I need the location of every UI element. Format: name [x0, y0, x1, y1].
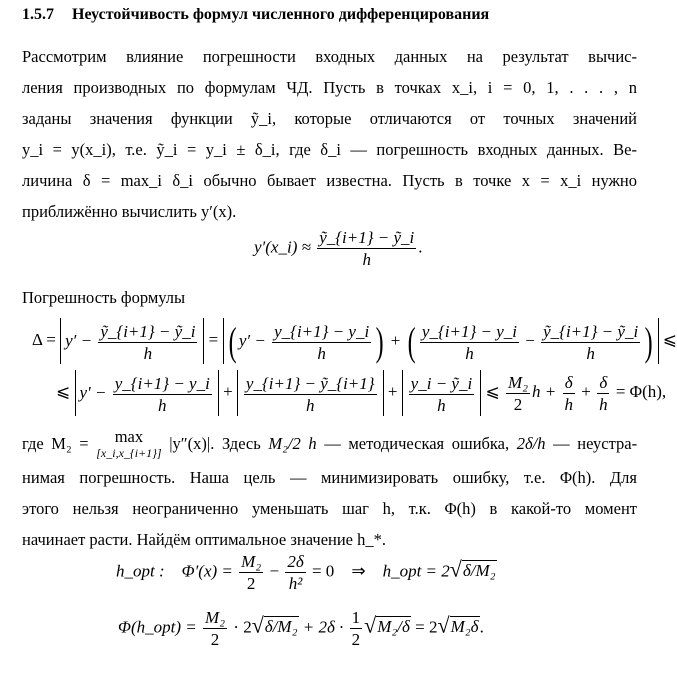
- eq3-term-1: y′ −: [79, 383, 107, 402]
- eq5-m2-num: M₂: [204, 608, 226, 627]
- eq1-lhs: y′(x_i) ≈: [254, 237, 311, 257]
- eq3-frac3-num: y_i − ỹ_i: [410, 373, 473, 393]
- eq2-delta: Δ =: [32, 329, 56, 349]
- eq1-fraction: [317, 228, 416, 269]
- eq5-root-2: M₂/δ: [377, 617, 410, 637]
- eq4-m2-num: M₂: [241, 552, 262, 571]
- eq3-frac3-den: h: [437, 395, 446, 415]
- eq3-result: = Φ(h),: [615, 381, 667, 401]
- after-max: max: [114, 427, 144, 446]
- after-where: где M₂ =: [22, 434, 89, 453]
- equation-error-line-2: [56, 370, 666, 416]
- eq5-plus: + 2δ ·: [302, 617, 344, 637]
- after-line-2: нимая погрешность. Наша цель — минимизировать ошибку, т.е. Φ(h). Для: [22, 468, 637, 487]
- eq4-m2-den: 2: [246, 574, 256, 593]
- eq3-abs-1: [75, 370, 219, 416]
- eq2-frac1-den: h: [143, 343, 153, 363]
- after-method-error: — методическая ошибка,: [324, 434, 510, 453]
- eq5-two-den: 2: [351, 630, 361, 649]
- eq4-lhs: Φ′(x) =: [181, 561, 233, 581]
- eq5-dot-2: · 2: [233, 617, 252, 637]
- eq5-root-3: M₂δ: [450, 617, 479, 637]
- eq1-numerator: ỹ_{i+1} − ỹ_i: [319, 228, 415, 247]
- equation-optimal-h: h_opt : Φ′(x) = $\frac{\text{M₂}}{2}$ − $\frac{2\delta}{\text{h²}}$ = 0 ⇒ h_opt = 2√δ/M₂: [116, 552, 496, 593]
- eq2-frac2-den: h: [317, 343, 326, 363]
- after-irreducible: — неустра-: [553, 434, 638, 453]
- eq3-plus-1: +: [223, 381, 233, 401]
- intro-line-4: y_i = y(x_i), т.е. ỹ_i = y_i ± δ_i, где δ_i — погрешность входных данных. Ве-: [22, 140, 637, 159]
- eq3-abs-3: [402, 370, 482, 416]
- eq3-frac2-num: y_{i+1} − ỹ_{i+1}: [245, 373, 375, 393]
- eq4-2delta-num: 2δ: [287, 552, 304, 571]
- eq2-frac1-num: ỹ_{i+1} − ỹ_i: [100, 321, 196, 341]
- eq5-m2-den: 2: [210, 630, 220, 649]
- equation-derivative-approx: [254, 228, 423, 269]
- eq2-term-1: y′ −: [65, 331, 93, 350]
- eq2-le: ⩽: [662, 329, 677, 349]
- equation-error-line-1: [32, 318, 677, 364]
- eq4-zero: = 0: [311, 561, 335, 581]
- eq3-delta1-num: δ: [564, 372, 573, 392]
- eq3-abs-2: [237, 370, 384, 416]
- eq2-abs-2: ( y′ − $\frac{y\_\{i+1\} - y\_i}{h}$ ) + ( $\frac{y\_\{i+1\} - y\_i}{h}$ − $\frac{\text{ỹ\_\{i+1\} − ỹ\_i}}{h}$ ): [223, 318, 659, 364]
- eq5-lhs: Φ(h_opt) =: [118, 617, 197, 637]
- intro-line-6: приближённо вычислить y′(x).: [22, 202, 237, 221]
- eq2-abs-1: [60, 318, 204, 364]
- eq3-frac2-den: h: [306, 395, 315, 415]
- section-number: 1.5.7: [22, 6, 54, 23]
- eq4-hopt: h_opt = 2: [382, 561, 450, 581]
- eq4-h2-den: h²: [288, 574, 303, 593]
- after-here: |y″(x)|. Здесь: [169, 434, 261, 453]
- eq2-frac4-den: h: [586, 343, 595, 363]
- eq3-h-plus: h +: [532, 381, 557, 401]
- eq4-root: δ/M₂: [462, 561, 496, 581]
- eq2-frac3-num: y_{i+1} − y_i: [421, 321, 517, 341]
- eq4-label: h_opt :: [116, 561, 165, 581]
- eq2-plus: +: [390, 331, 401, 350]
- after-paragraph: [22, 428, 637, 555]
- eq3-le: ⩽: [56, 381, 71, 401]
- after-max-sub: [x_i,x_{i+1}]: [96, 446, 162, 460]
- error-label-text: Погрешность формулы: [22, 288, 186, 307]
- eq5-period: .: [479, 617, 484, 637]
- eq2-equals: =: [208, 329, 219, 349]
- eq5-eq: = 2: [415, 617, 438, 637]
- eq3-frac1-num: y_{i+1} − y_i: [114, 373, 210, 393]
- eq3-m2-num: M₂: [507, 372, 529, 392]
- eq4-arrow: ⇒: [351, 561, 366, 581]
- eq2-term-2: y′ −: [238, 331, 266, 350]
- section-heading: [22, 6, 489, 24]
- after-line-4: начинает расти. Найдём оптимальное значение h_*.: [22, 530, 386, 549]
- after-m2h: M₂/2 h: [268, 434, 317, 453]
- intro-line-1: Рассмотрим влияние погрешности входных данных на результат вычис-: [22, 47, 637, 66]
- eq4-minus: −: [269, 561, 280, 581]
- eq2-frac2-num: y_{i+1} − y_i: [274, 321, 370, 341]
- intro-line-3: заданы значения функции ỹ_i, которые отличаются от точных значений: [22, 109, 637, 128]
- eq3-plus-3: +: [581, 381, 591, 401]
- eq1-period: .: [418, 237, 423, 257]
- intro-line-2: ления производных по формулам ЧД. Пусть в точках x_i, i = 0, 1, . . . , n: [22, 78, 637, 97]
- after-line-1: [22, 428, 637, 462]
- eq3-delta2-num: δ: [599, 372, 608, 392]
- section-title: Неустойчивость формул численного дифференцирования: [72, 6, 490, 23]
- eq3-delta2-den: h: [599, 394, 608, 414]
- intro-paragraph: [22, 41, 637, 227]
- eq3-frac1-den: h: [158, 395, 167, 415]
- eq3-le-2: ⩽: [485, 381, 500, 401]
- eq3-m2-den: 2: [513, 394, 523, 414]
- eq2-minus: −: [525, 331, 535, 350]
- eq5-root-1: δ/M₂: [264, 617, 298, 637]
- eq3-plus-2: +: [387, 381, 398, 401]
- eq1-denominator: h: [362, 250, 371, 269]
- eq2-frac3-den: h: [465, 343, 474, 363]
- eq5-one-num: 1: [351, 608, 361, 627]
- eq3-delta1-den: h: [564, 394, 573, 414]
- after-line-3: этого нельзя неограниченно уменьшать шаг h, т.к. Φ(h) в какой-то момент: [22, 499, 637, 518]
- error-label: [22, 282, 637, 313]
- equation-phi-hopt: Φ(h_opt) = $\frac{\text{M₂}}{2}$ · 2√δ/M₂ + 2δ · $\frac{1}{2}$ √M₂/δ = 2√M₂δ.: [118, 608, 484, 649]
- intro-line-5: личина δ = max_i δ_i обычно бывает известна. Пусть в точке x = x_i нужно: [22, 171, 637, 190]
- eq2-frac4-num: ỹ_{i+1} − ỹ_i: [543, 321, 639, 341]
- after-2delta-h: 2δ/h: [516, 434, 546, 453]
